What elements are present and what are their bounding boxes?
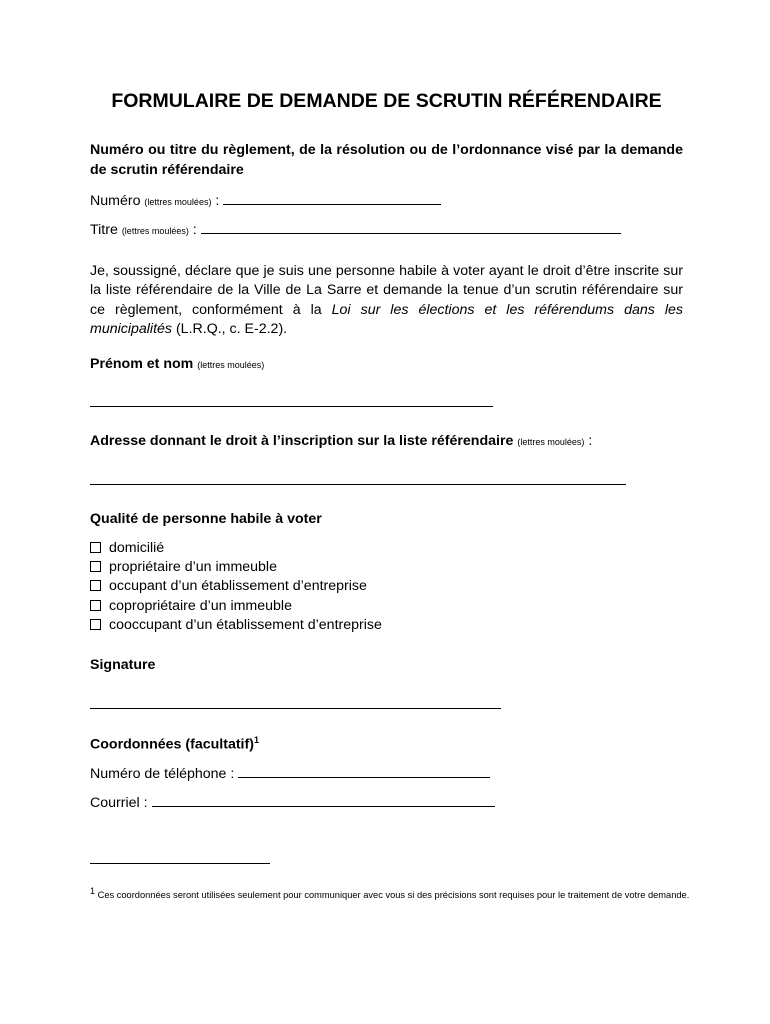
declaration-paragraph [90, 262, 683, 340]
checkbox[interactable] [90, 619, 101, 630]
contact-label: Coordonnées (facultatif) [90, 736, 254, 753]
name-label: Prénom et nom [90, 356, 194, 372]
option-occupant [90, 577, 382, 596]
titre-row [90, 221, 621, 238]
option-label: propriétaire d’un immeuble [109, 559, 277, 576]
option-coproprietaire [90, 597, 382, 616]
numero-label: Numéro [90, 193, 141, 209]
numero-field[interactable] [223, 192, 441, 205]
footnote-divider [90, 863, 270, 864]
regulation-intro: Numéro ou titre du règlement, de la résolution ou de l’ordonnance visé par la demande de scrutin référendaire [90, 142, 683, 178]
contact-heading [90, 735, 259, 753]
footnote-number: 1 [90, 886, 96, 896]
phone-field[interactable] [238, 765, 490, 778]
signature-heading: Signature [90, 657, 156, 673]
name-hint: (lettres moulées) [197, 360, 265, 370]
numero-row [90, 192, 441, 209]
titre-hint: (lettres moulées) [121, 226, 189, 236]
option-domicilie [90, 539, 382, 558]
email-label: Courriel : [90, 795, 148, 811]
option-label: cooccupant d’un établissement d’entreprise [109, 616, 382, 633]
address-label: Adresse donnant le droit à l’inscription sur la liste référendaire [90, 433, 514, 449]
form-title: FORMULAIRE DE DEMANDE DE SCRUTIN RÉFÉRENDAIRE [111, 90, 662, 112]
address-heading [90, 433, 592, 449]
declaration-text: Je, soussigné, déclare que je suis une personne habile à voter ayant le droit d’être inscrite sur la liste référendaire de la Ville de La Sarre et demande la tenue d’un scrutin référendaire sur ce règlement, conformément à la [90, 263, 683, 318]
declaration-end: (L.R.Q., c. E-2.2). [172, 321, 288, 338]
titre-label: Titre [90, 222, 118, 238]
phone-label: Numéro de téléphone : [90, 766, 235, 782]
email-field[interactable] [152, 794, 495, 807]
checkbox[interactable] [90, 580, 101, 591]
signature-field[interactable] [90, 708, 501, 709]
option-label: occupant d’un établissement d’entreprise [109, 578, 367, 595]
option-label: domicilié [109, 540, 165, 556]
option-proprietaire [90, 558, 382, 577]
numero-sep: : [215, 193, 220, 209]
footnote [90, 885, 690, 902]
numero-hint: (lettres moulées) [144, 197, 212, 207]
quality-heading: Qualité de personne habile à voter [90, 511, 322, 527]
quality-options [90, 539, 382, 635]
checkbox[interactable] [90, 542, 101, 553]
address-hint: (lettres moulées) [517, 437, 585, 447]
footnote-ref: 1 [253, 735, 259, 745]
email-row [90, 794, 495, 811]
name-field[interactable] [90, 406, 493, 407]
titre-sep: : [192, 222, 197, 238]
law-title: Loi sur les élections et les référendums dans les municipalités [90, 301, 683, 338]
address-field[interactable] [90, 484, 626, 485]
name-heading [90, 356, 264, 372]
checkbox[interactable] [90, 561, 101, 572]
titre-field[interactable] [201, 221, 621, 234]
option-cooccupant [90, 616, 382, 635]
phone-row [90, 765, 490, 782]
footnote-text: Ces coordonnées seront utilisées seulement pour communiquer avec vous si des précisions sont requises pour le traitement de votre demande. [95, 890, 690, 901]
option-label: copropriétaire d’un immeuble [109, 597, 292, 614]
checkbox[interactable] [90, 600, 101, 611]
address-sep: : [588, 433, 593, 449]
